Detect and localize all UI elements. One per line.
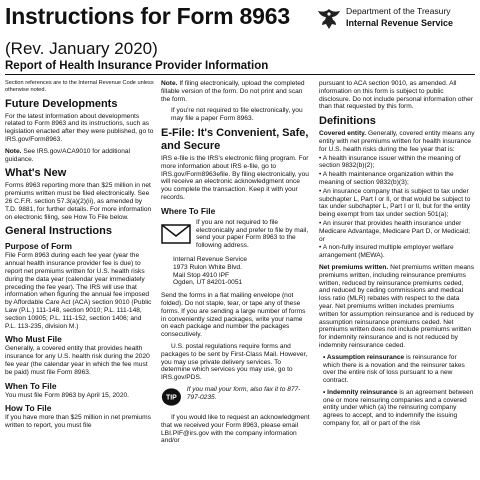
list-item: • A non-fully insured multiple employer welfare arrangement (MEWA).	[319, 244, 454, 260]
intro-text: Section references are to the Internal Revenue Code unless otherwise noted.	[5, 80, 154, 93]
treasury-eagle-icon	[316, 6, 342, 32]
note-paragraph	[5, 148, 154, 164]
indemnity-reinsurance-label: • Indemnity reinsurance	[323, 388, 398, 396]
indemnity-reinsurance-text: is an agreement between one or more reinsuring companies and a covered entity under which (a) the reinsuring company agrees to accept, and to indemnify the issuing company for, all or part of the risk	[323, 388, 474, 428]
definitions-heading: Definitions	[319, 115, 376, 128]
note-label: Note.	[5, 147, 22, 155]
header-divider	[5, 74, 475, 75]
purpose-text: File Form 8963 during each fee year (year the annual health insurance provider fee is due) to report net premiums written for U.S. health risks during the data year (calendar year immediately preceding the fee year). The IRS will use that information when figuring the annual fee imposed by Affordable Care Act (ACA) section 9010 (Public Law (P.L.) 111-148, section 9010; P.L. 111-148, section 10905; P.L. 111-152, section 1406; and P.L. 113-235, division M.)	[5, 252, 152, 330]
when-to-file-text: You must file Form 8963 by April 15, 2020.	[5, 391, 130, 399]
paper-filing-text: If you're not required to file electronically, you may file a paper Form 8963.	[171, 107, 303, 123]
efile-heading: E-File: It's Convenient, Safe, and Secure	[161, 126, 309, 152]
mailing-instructions-text: Send the forms in a flat mailing envelope (not folded). Do not staple, tear, or tape any of these forms. If you are sending a large number of forms in conveniently sized packages, write your name on each package and number the packages consecutively.	[161, 292, 306, 339]
mailing-address	[161, 256, 311, 287]
address-line: 1973 Rulon White Blvd.	[173, 263, 242, 271]
address-line: Ogden, UT 84201-0051	[173, 279, 243, 287]
column-2	[161, 80, 311, 480]
agency-department: Department of the Treasury	[346, 6, 451, 16]
list-item: • An insurer that provides health insurance under Medicare Advantage, Medicare Part D, or Medicaid; or	[319, 219, 470, 243]
assumption-reinsurance-paragraph	[319, 354, 475, 385]
covered-entity-text: Generally, covered entity means any entity with net premiums written for health insurance for U.S. health risks during the fee year that is:	[319, 130, 475, 153]
agency-name: Internal Revenue Service	[346, 18, 454, 28]
covered-entity-paragraph	[319, 130, 475, 153]
page-title: Instructions for Form 8963	[5, 3, 290, 29]
aca-disclosure-text: pursuant to ACA section 9010, as amended. All information on this form is subject to public disclosure. Do not include personal information other than that requested by this form.	[319, 80, 473, 111]
where-to-file-heading: Where To File	[161, 205, 216, 216]
tip-icon	[161, 386, 182, 408]
list-item: • A health maintenance organization within the meaning of section 9832(b)(3);	[319, 171, 454, 186]
column-3	[319, 80, 475, 480]
when-to-file-heading: When To File	[5, 380, 57, 391]
acknowledgment-text: If you would like to request an acknowledgment that we received your Form 8963, please email LBI.PIF@irs.gov with the company information and/or	[161, 413, 310, 445]
whats-new-heading: What's New	[5, 167, 67, 180]
envelope-icon	[161, 219, 191, 249]
whats-new-text: Forms 8963 reporting more than $25 million in net premiums written must be filed electronically. See 26 C.F.R. section 57.3(a)(2)(ii), as amended by T.D. 9881, for further details. For more information on electronic filing, see How To File below.	[5, 182, 152, 221]
list-item: • An insurance company that is subject to tax under subchapter L, Part I or II, or that would be subject to tax under subchapter L, Part I or II, but for the entity being exempt from tax under section 501(a);	[319, 187, 471, 219]
revision-date: (Rev. January 2020)	[5, 39, 158, 58]
net-premiums-label: Net premiums written.	[319, 263, 389, 271]
column-1	[5, 80, 154, 480]
who-must-file-heading: Who Must File	[5, 334, 62, 345]
assumption-reinsurance-text: is reinsurance for which there is a novation and the reinsurer takes over the entire risk of loss pursuant to a new contract.	[323, 353, 465, 385]
note-text: See IRS.gov/ACA9010 for additional guidance.	[5, 147, 130, 163]
tip-label: TIP	[166, 394, 177, 402]
assumption-reinsurance-label: • Assumption reinsurance	[323, 353, 405, 361]
who-must-file-text: Generally, a covered entity that provides health insurance for any U.S. health risk during the 2020 fee year (the calendar year in which the fee must be paid) must file Form 8963.	[5, 345, 150, 376]
covered-entity-label: Covered entity.	[319, 130, 367, 138]
list-item: • A health insurance issuer within the meaning of section 9832(b)(2);	[319, 154, 461, 170]
where-to-file-text: If you are not required to file electronically and prefer to file by mail, send your paper Form 8963 to the following address.	[196, 218, 309, 250]
how-to-file-heading: How To File	[5, 403, 52, 414]
tip-row	[161, 386, 311, 408]
net-premiums-paragraph	[319, 264, 475, 350]
address-line: Mail Stop 4910 IPF	[173, 271, 230, 279]
form-subtitle: Report of Health Insurance Provider Information	[5, 60, 269, 72]
efile-note-label: Note.	[161, 80, 178, 87]
postal-regulations-text: U.S. postal regulations require forms and packages to be sent by First-Class Mail. However, you may use private delivery services. To determine which services you may use, go to IRS.gov/PDS.	[161, 342, 308, 382]
tip-text: If you mail your form, also fax it to 877-797-0235.	[186, 385, 301, 401]
agency-block	[316, 4, 476, 34]
address-line: Internal Revenue Service	[173, 255, 248, 263]
indemnity-reinsurance-paragraph	[319, 389, 475, 428]
net-premiums-text: Net premiums written means premiums written, including reinsurance premiums written, reduced by reinsurance premiums ceded, and reduced by ceding commissions and medical loss ratio (MLR) rebates with respect to the data year. Net premiums written includes premiums written for assumption reinsurance and is reduced by assumption reinsurance premiums ceded. Net premiums written does not include premiums written for indemnity reinsurance and is not reduced by indemnity reinsurance ceded.	[319, 263, 475, 349]
efile-note-text: If filing electronically, upload the completed fillable version of the form. Do not print and scan the form.	[161, 80, 305, 103]
how-to-file-text: If you have more than $25 million in net premiums written to report, you must file	[5, 414, 151, 430]
efile-note-paragraph	[161, 80, 311, 103]
efile-text: IRS e-file is the IRS's electronic filing program. For more information about IRS e-file, go to IRS.gov/Form8963efile. By filing electronically, you will receive an electronic acknowledgment once you complete the transaction. Keep it with your records.	[161, 154, 309, 201]
purpose-heading: Purpose of Form	[5, 241, 73, 252]
where-to-file-row	[161, 219, 311, 250]
future-developments-heading: Future Developments	[5, 97, 118, 110]
future-developments-text: For the latest information about developments related to Form 8963 and its instructions, such as legislation enacted after they were published, go to IRS.gov/Form8963.	[5, 112, 154, 143]
general-instructions-heading: General Instructions	[5, 225, 112, 238]
